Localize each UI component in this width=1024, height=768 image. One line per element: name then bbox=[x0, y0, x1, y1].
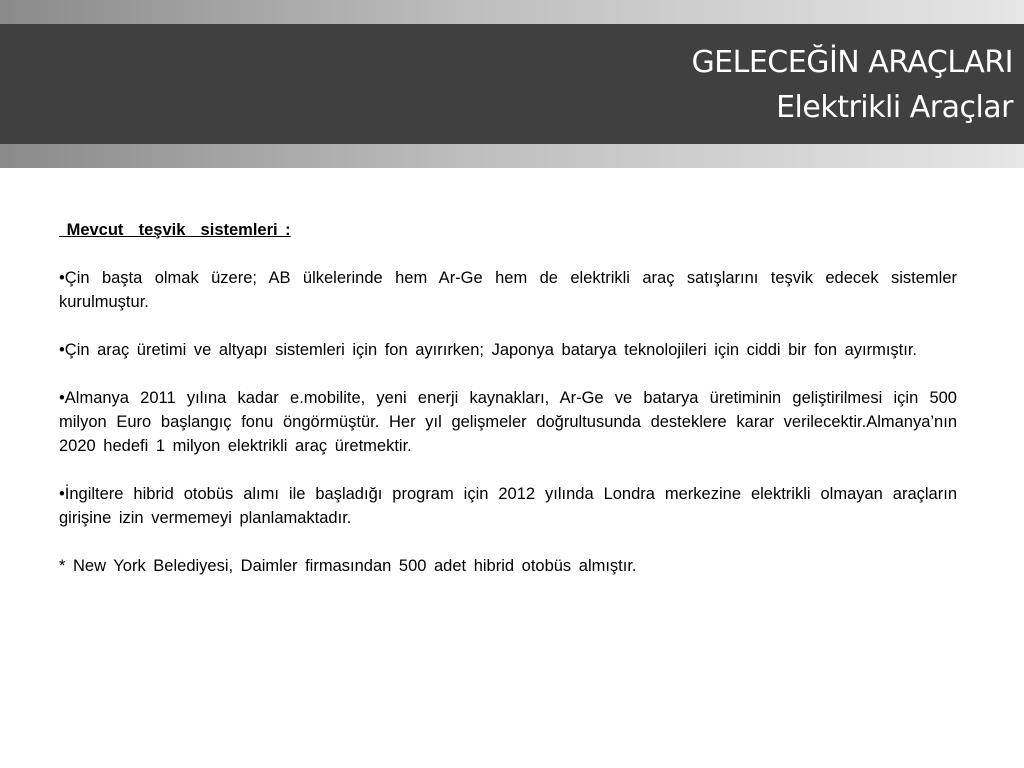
paragraph-new-york: * New York Belediyesi, Daimler firmasından 500 adet hibrid otobüs almıştır. bbox=[59, 557, 637, 575]
paragraph-china-japan: •Çin araç üretimi ve altyapı sistemleri için fon ayırırken; Japonya batarya teknolojileri için ciddi bir fon ayırmıştır. bbox=[59, 341, 918, 359]
slide-title-main: GELECEĞİN ARAÇLARI bbox=[691, 45, 1013, 80]
paragraph-england: •İngiltere hibrid otobüs alımı ile başladığı program için 2012 yılında Londra merkezine elektrikli olmayan araçların girişine izin vermemeyi planlamaktadır. bbox=[59, 485, 957, 527]
paragraph-china-eu: •Çin başta olmak üzere; AB ülkelerinde hem Ar-Ge hem de elektrikli araç satışlarını teşvik edecek sistemler kurulmuştur. bbox=[59, 269, 957, 311]
slide-title bbox=[691, 40, 1013, 130]
paragraph-germany: •Almanya 2011 yılına kadar e.mobilite, yeni enerji kaynakları, Ar-Ge ve batarya üretiminin geliştirilmesi için 500 milyon Euro başlangıç fonu öngörmüştür. Her yıl gelişmeler doğrultusunda desteklere karar verilecektir.Almanya’nın 2020 hedefi 1 milyon elektrikli araç üretmektir. bbox=[59, 389, 957, 455]
slide-subtitle: Elektrikli Araçlar bbox=[776, 90, 1013, 125]
header-top-gradient-band bbox=[0, 0, 1024, 24]
header-bottom-gradient-band bbox=[0, 144, 1024, 168]
slide-body bbox=[59, 218, 957, 578]
section-heading: Mevcut teşvik sistemleri : bbox=[59, 221, 291, 239]
